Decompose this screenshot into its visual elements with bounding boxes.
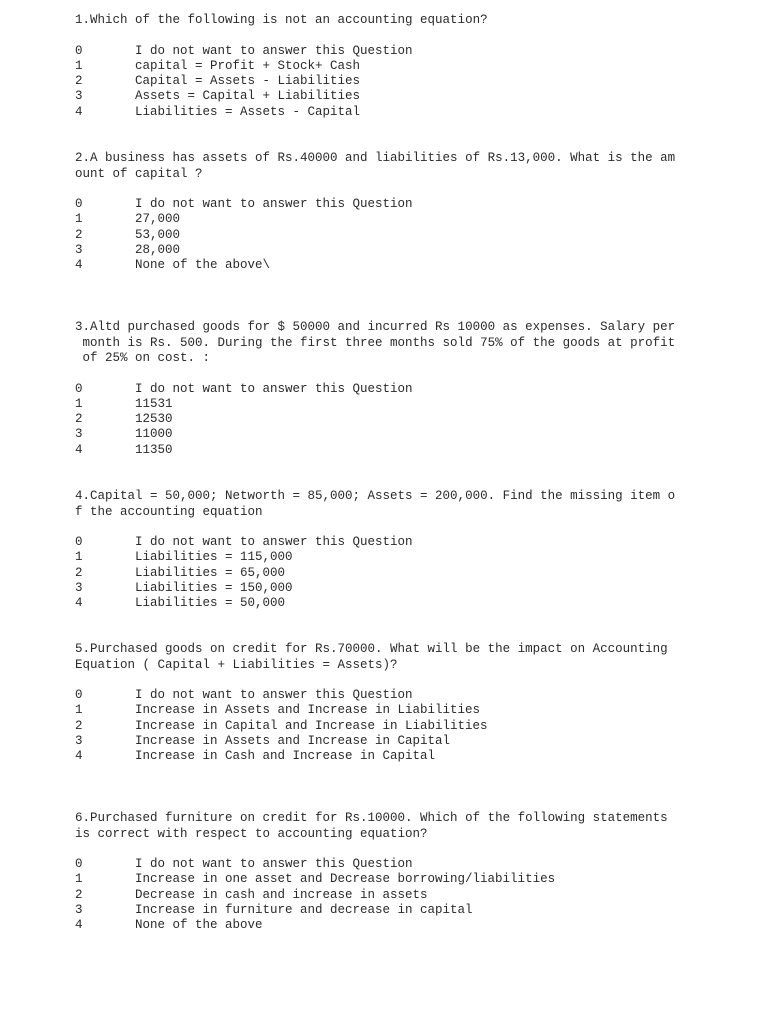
question-line: ount of capital ? xyxy=(75,166,203,181)
question-line: is correct with respect to accounting equation? xyxy=(75,826,428,841)
option-text: Assets = Capital + Liabilities xyxy=(135,89,361,104)
question-3 xyxy=(75,320,685,458)
option-row xyxy=(75,719,685,734)
option-text: Increase in Assets and Increase in Capital xyxy=(135,733,451,748)
option-number: 0 xyxy=(75,381,83,396)
option-text: Liabilities = 50,000 xyxy=(135,596,286,611)
question-4 xyxy=(75,489,685,611)
option-number: 0 xyxy=(75,197,83,211)
question-line: 5.Purchased goods on credit for Rs.70000. What will be the impact on Accounting xyxy=(75,642,668,656)
option-row xyxy=(75,427,685,442)
option-text: 28,000 xyxy=(135,242,181,257)
option-text: I do not want to answer this Question xyxy=(135,197,413,211)
option-text: Liabilities = 65,000 xyxy=(135,565,286,580)
option-row xyxy=(75,212,685,227)
option-row xyxy=(75,197,685,212)
question-line: 2.A business has assets of Rs.40000 and liabilities of Rs.13,000. What is the am xyxy=(75,151,676,165)
option-number: 0 xyxy=(75,535,83,549)
option-row xyxy=(75,749,685,764)
option-text: 11531 xyxy=(135,396,173,411)
option-number: 4 xyxy=(75,442,83,457)
option-number: 0 xyxy=(75,688,83,702)
question-2 xyxy=(75,151,685,273)
question-text xyxy=(75,489,685,520)
option-text: None of the above xyxy=(135,918,263,933)
option-list xyxy=(75,688,685,764)
option-number: 2 xyxy=(75,227,83,242)
option-number: 2 xyxy=(75,718,83,733)
option-number: 3 xyxy=(75,733,83,748)
option-text: I do not want to answer this Question xyxy=(135,688,413,702)
option-number: 2 xyxy=(75,412,83,427)
question-line: Equation ( Capital + Liabilities = Assets)? xyxy=(75,657,398,672)
option-row xyxy=(75,397,685,412)
option-text: Decrease in cash and increase in assets xyxy=(135,887,428,902)
option-number: 1 xyxy=(75,703,83,718)
option-number: 3 xyxy=(75,89,83,104)
question-text xyxy=(75,13,685,29)
option-number: 1 xyxy=(75,872,83,887)
question-text xyxy=(75,151,685,182)
option-row xyxy=(75,44,685,59)
option-text: Increase in Assets and Increase in Liabilities xyxy=(135,703,481,718)
option-text: 11350 xyxy=(135,442,173,457)
option-row xyxy=(75,105,685,120)
option-row xyxy=(75,918,685,933)
question-line: month is Rs. 500. During the first three months sold 75% of the goods at profit xyxy=(75,335,676,350)
option-text: Liabilities = 115,000 xyxy=(135,550,293,565)
option-text: 12530 xyxy=(135,412,173,427)
option-number: 0 xyxy=(75,43,83,58)
option-row xyxy=(75,382,685,397)
option-row xyxy=(75,89,685,104)
option-row xyxy=(75,443,685,458)
option-number: 1 xyxy=(75,550,83,565)
option-number: 2 xyxy=(75,887,83,902)
option-text: Increase in furniture and decrease in capital xyxy=(135,902,473,917)
question-line: of 25% on cost. : xyxy=(75,351,211,365)
option-number: 1 xyxy=(75,212,83,227)
option-text: I do not want to answer this Question xyxy=(135,43,413,58)
option-row xyxy=(75,550,685,565)
option-row xyxy=(75,59,685,74)
option-row xyxy=(75,228,685,243)
option-list xyxy=(75,197,685,273)
question-line: 4.Capital = 50,000; Networth = 85,000; Assets = 200,000. Find the missing item o xyxy=(75,489,676,503)
option-text: None of the above\ xyxy=(135,258,271,273)
option-row xyxy=(75,888,685,903)
option-text: Capital = Assets - Liabilities xyxy=(135,74,361,89)
option-number: 2 xyxy=(75,74,83,89)
option-number: 1 xyxy=(75,396,83,411)
question-line: f the accounting equation xyxy=(75,504,263,519)
option-row xyxy=(75,412,685,427)
option-number: 1 xyxy=(75,58,83,73)
option-text: I do not want to answer this Question xyxy=(135,535,413,549)
question-text xyxy=(75,642,685,673)
option-row xyxy=(75,535,685,550)
option-text: Increase in Cash and Increase in Capital xyxy=(135,749,436,764)
option-number: 4 xyxy=(75,918,83,933)
option-row xyxy=(75,74,685,89)
option-text: 53,000 xyxy=(135,227,181,242)
option-number: 4 xyxy=(75,258,83,273)
option-text: Liabilities = 150,000 xyxy=(135,580,293,595)
option-number: 4 xyxy=(75,104,83,119)
option-text: 11000 xyxy=(135,427,173,442)
question-6 xyxy=(75,811,685,933)
question-1 xyxy=(75,13,685,120)
question-line: 3.Altd purchased goods for $ 50000 and incurred Rs 10000 as expenses. Salary per xyxy=(75,320,676,334)
option-number: 3 xyxy=(75,427,83,442)
option-text: 27,000 xyxy=(135,212,181,227)
option-row xyxy=(75,857,685,872)
option-text: Liabilities = Assets - Capital xyxy=(135,104,361,119)
option-text: capital = Profit + Stock+ Cash xyxy=(135,58,361,73)
option-number: 3 xyxy=(75,902,83,917)
option-list xyxy=(75,44,685,120)
option-row xyxy=(75,243,685,258)
option-row xyxy=(75,872,685,887)
option-text: I do not want to answer this Question xyxy=(135,381,413,396)
option-number: 2 xyxy=(75,565,83,580)
question-text xyxy=(75,811,685,842)
question-line: 6.Purchased furniture on credit for Rs.10000. Which of the following statements xyxy=(75,811,668,825)
option-row xyxy=(75,258,685,273)
question-line: 1.Which of the following is not an accounting equation? xyxy=(75,13,488,27)
option-row xyxy=(75,734,685,749)
option-text: Increase in one asset and Decrease borrowing/liabilities xyxy=(135,872,556,887)
option-list xyxy=(75,857,685,933)
option-number: 0 xyxy=(75,857,83,871)
option-number: 3 xyxy=(75,242,83,257)
option-list xyxy=(75,382,685,458)
option-row xyxy=(75,596,685,611)
option-list xyxy=(75,535,685,611)
question-5 xyxy=(75,642,685,764)
option-row xyxy=(75,566,685,581)
question-text xyxy=(75,320,685,367)
option-row xyxy=(75,703,685,718)
option-text: Increase in Capital and Increase in Liabilities xyxy=(135,718,488,733)
option-row xyxy=(75,688,685,703)
option-number: 3 xyxy=(75,580,83,595)
option-row xyxy=(75,581,685,596)
option-row xyxy=(75,903,685,918)
option-number: 4 xyxy=(75,596,83,611)
option-text: I do not want to answer this Question xyxy=(135,857,413,871)
option-number: 4 xyxy=(75,749,83,764)
